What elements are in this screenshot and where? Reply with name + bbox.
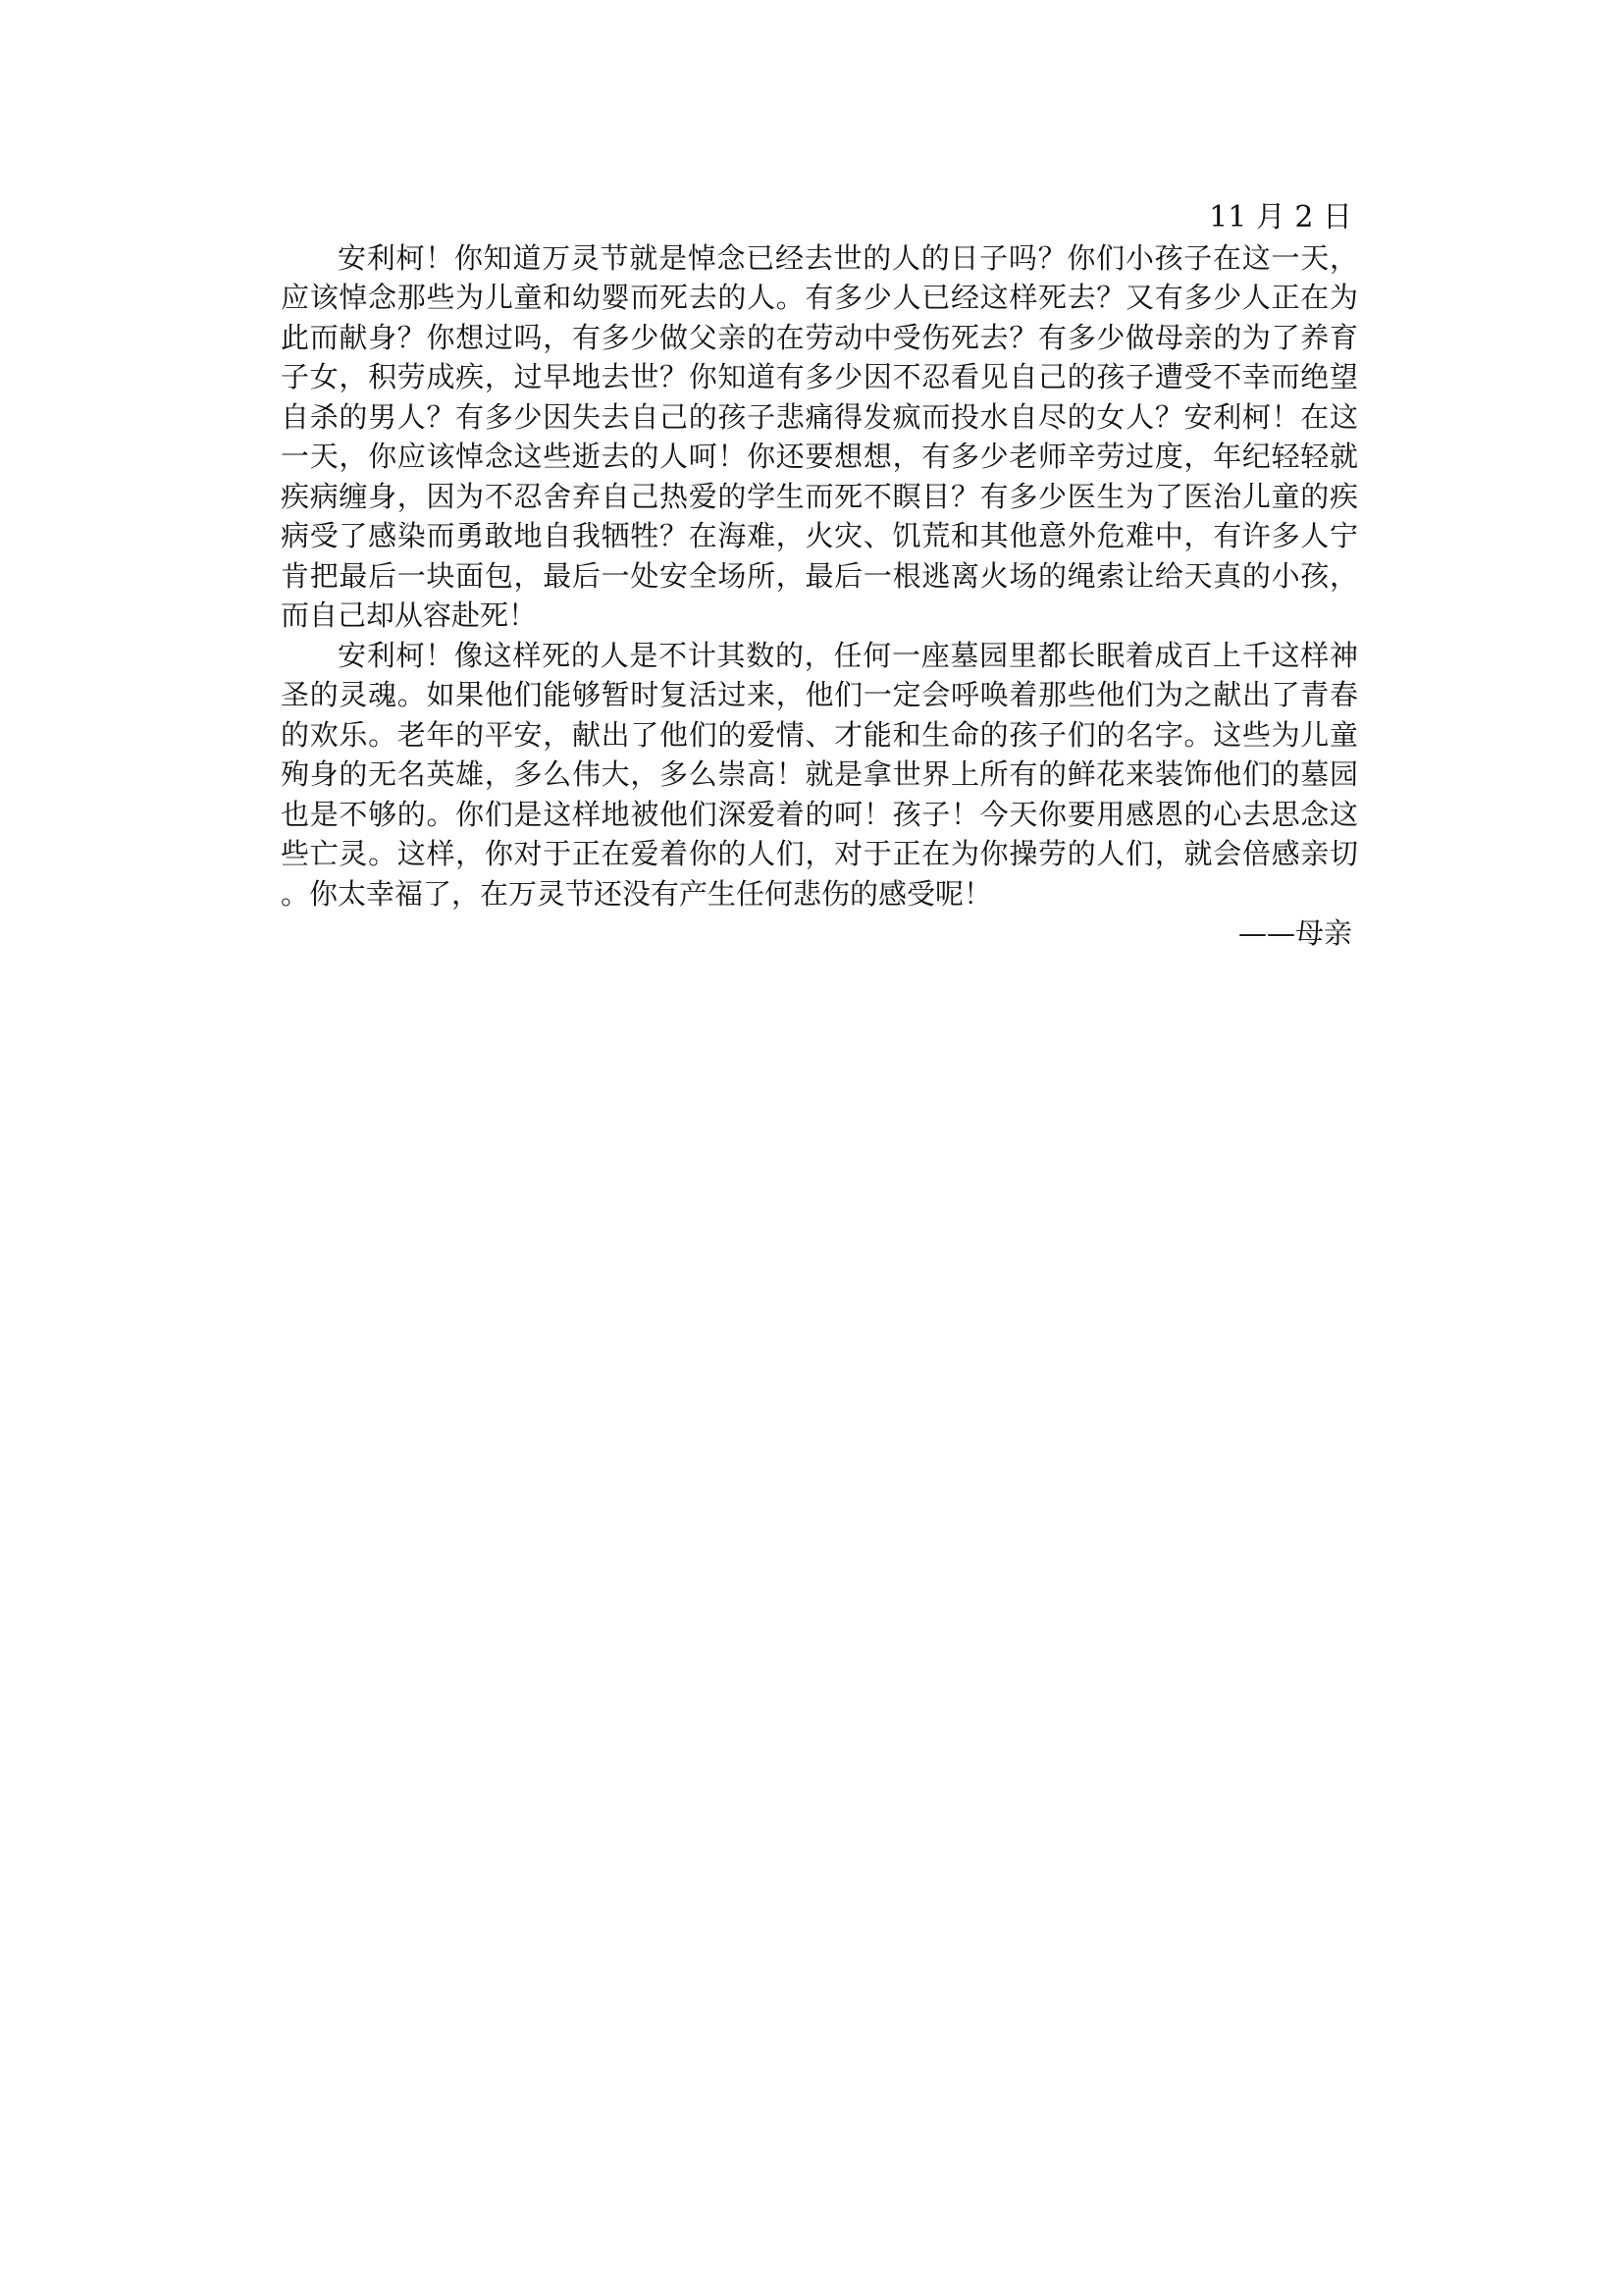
letter-date: 11 月 2 日 [1209, 200, 1352, 235]
paragraph-2: 安利柯！像这样死的人是不计其数的，任何一座墓园里都长眠着成百上千这样神圣的灵魂。如果他们能够暂时复活过来，他们一定会呼唤着那些他们为之献出了青春的欢乐。老年的平安，献出了他们的爱情、才能和生命的孩子们的名字。这些为儿童殉身的无名英雄，多么伟大，多么崇高！就是拿世界上所有的鲜花来装饰他们的墓园也是不够的。你们是这样地被他们深爱着的呵！孩子！今天你要用感恩的心去思念这些亡灵。这样，你对于正在爱着你的人们，对于正在为你操劳的人们，就会倍感亲切。你太幸福了，在万灵节还没有产生任何悲伤的感受呢！ [281, 638, 1358, 911]
letter-body [281, 198, 1358, 954]
paragraph-1: 安利柯！你知道万灵节就是悼念已经去世的人的日子吗？你们小孩子在这一天，应该悼念那些为儿童和幼婴而死去的人。有多少人已经这样死去？又有多少人正在为此而献身？你想过吗，有多少做父亲的在劳动中受伤死去？有多少做母亲的为了养育子女，积劳成疾，过早地去世？你知道有多少因不忍看见自己的孩子遭受不幸而绝望自杀的男人？有多少因失去自己的孩子悲痛得发疯而投水自尽的女人？安利柯！在这一天，你应该悼念这些逝去的人呵！你还要想想，有多少老师辛劳过度，年纪轻轻就疾病缠身，因为不忍舍弃自己热爱的学生而死不瞑目？有多少医生为了医治儿童的疾病受了感染而勇敢地自我牺牲？在海难，火灾、饥荒和其他意外危难中，有许多人宁肯把最后一块面包，最后一处安全场所，最后一根逃离火场的绳索让给天真的小孩，而自己却从容赴死！ [281, 240, 1358, 632]
letter-signature: ——母亲 [1237, 916, 1352, 950]
